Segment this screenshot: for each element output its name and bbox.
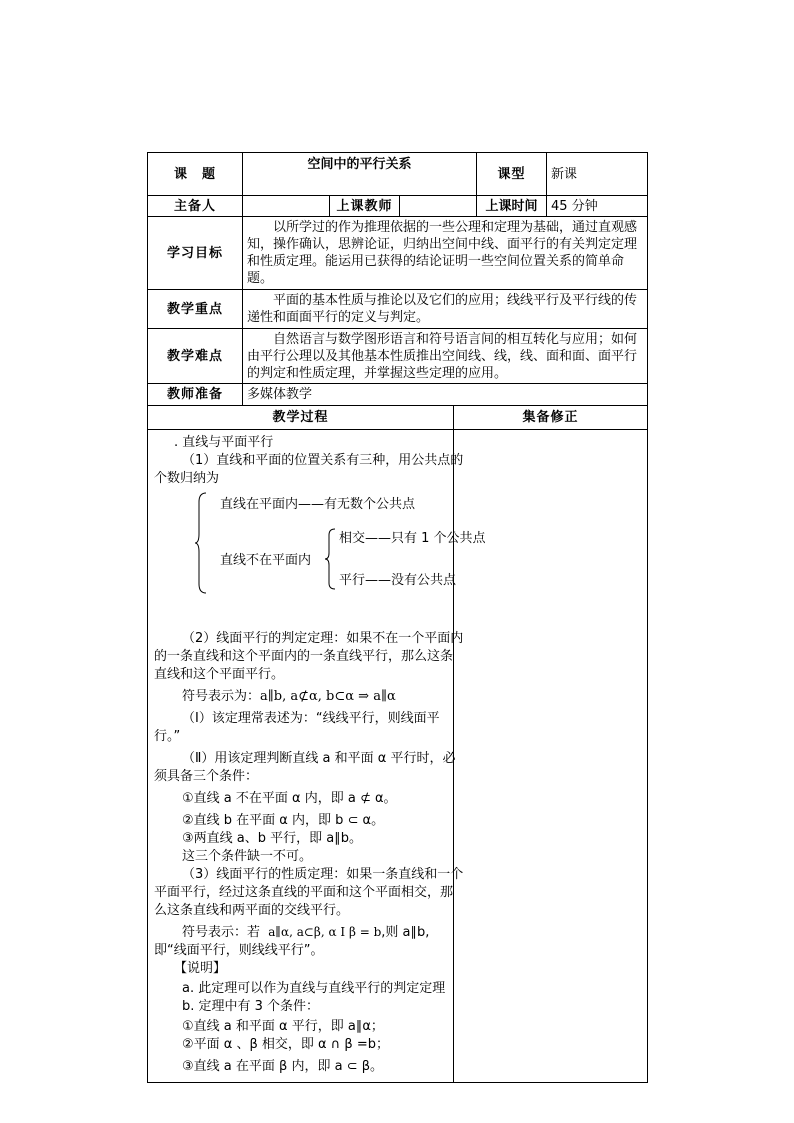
inner-brace-icon xyxy=(324,528,336,590)
process-header: 教学过程 xyxy=(148,406,454,430)
note-condition-3: ③直线 a 在平面 β 内，即 a ⊂ β。 xyxy=(182,1059,383,1074)
row-prep xyxy=(148,384,648,406)
process-line: 个数归纳为 xyxy=(154,471,220,486)
key-label: 教学重点 xyxy=(148,290,243,329)
prep-label: 教师准备 xyxy=(148,384,243,406)
classification-intersect: 相交——只有 1 个公共点 xyxy=(339,531,486,546)
difficult-text: 自然语言与数学图形语言和符号语言间的相互转化与应用；如何由平行公理以及其他基本性质推出空间线、线，线、面和面、面平行的判定和性质定理，并掌握这些定理的应用。 xyxy=(243,329,648,384)
section-heading: . 直线与平面平行 xyxy=(174,435,274,450)
classification-in-plane: 直线在平面内——有无数个公共点 xyxy=(220,497,416,512)
type-value: 新课 xyxy=(547,153,648,196)
topic-label: 课 题 xyxy=(148,153,243,196)
process-line: 行。” xyxy=(154,729,181,744)
note-line: b. 定理中有 3 个条件： xyxy=(182,999,320,1014)
condition-2: ②直线 b 在平面 α 内，即 b ⊂ α。 xyxy=(182,813,385,828)
prep-value: 多媒体教学 xyxy=(243,384,648,406)
symbol-label: 符号表示：若 xyxy=(182,925,261,940)
process-line: 平面平行，经过这条直线的平面和这个平面相交，那 xyxy=(154,885,454,900)
row-preparer xyxy=(148,196,648,217)
note-condition-1: ①直线 a 和平面 α 平行，即 a∥α； xyxy=(182,1019,384,1034)
process-cell xyxy=(148,430,486,1083)
process-line: （2）线面平行的判定定理：如果不在一个平面内 xyxy=(182,631,464,646)
condition-3: ③两直线 a、b 平行，即 a∥b。 xyxy=(182,831,362,846)
left-brace-icon xyxy=(194,492,208,594)
time-label: 上课时间 xyxy=(477,196,547,217)
formula-property: a∥α, a⊂β, α I β = b xyxy=(268,925,382,939)
process-line: 即“线面平行，则线线平行”。 xyxy=(154,943,324,958)
process-line: 么这条直线和两平面的交线平行。 xyxy=(154,903,350,918)
row-goal xyxy=(148,217,648,290)
row-section-headers xyxy=(148,406,648,430)
formula-judgement: a∥b, a⊄α, b⊂α ⇒ a∥α xyxy=(260,689,396,704)
preparer-value xyxy=(243,196,330,217)
row-topic xyxy=(148,153,648,196)
formula-conclusion: ,则 a∥b, xyxy=(381,925,430,940)
process-content xyxy=(148,430,486,1082)
process-line: 直线和这个平面平行。 xyxy=(154,667,285,682)
note-heading: 【说明】 xyxy=(174,961,227,976)
teacher-value xyxy=(400,196,477,217)
row-difficult xyxy=(148,329,648,384)
topic-value: 空间中的平行关系 xyxy=(243,153,477,196)
row-process xyxy=(148,430,648,1083)
revision-cell xyxy=(454,430,648,1083)
process-line: （3）线面平行的性质定理：如果一条直线和一个 xyxy=(182,867,464,882)
symbol-label: 符号表示为： xyxy=(182,689,261,704)
time-value: 45 分钟 xyxy=(547,196,648,217)
process-line: （Ⅱ）用该定理判断直线 a 和平面 α 平行时，必 xyxy=(182,751,456,766)
classification-parallel: 平行——没有公共点 xyxy=(339,573,457,588)
type-label: 课型 xyxy=(477,153,547,196)
goal-label: 学习目标 xyxy=(148,217,243,290)
note-line: a. 此定理可以作为直线与直线平行的判定定理 xyxy=(182,981,446,996)
note-condition-2: ②平面 α 、β 相交，即 α ∩ β =b； xyxy=(182,1037,389,1052)
row-key xyxy=(148,290,648,329)
lesson-plan-table xyxy=(147,152,648,1083)
difficult-label: 教学难点 xyxy=(148,329,243,384)
teacher-label: 上课教师 xyxy=(330,196,400,217)
process-line: 这三个条件缺一不可。 xyxy=(182,849,313,864)
revision-header: 集备修正 xyxy=(454,406,648,430)
goal-text: 以所学过的作为推理依据的一些公理和定理为基础，通过直观感知，操作确认，思辨论证，归纳出空间中线、面平行的有关判定定理和性质定理。能运用已获得的结论证明一些空间位置关系的简单命题。 xyxy=(243,217,648,290)
process-line: （1）直线和平面的位置关系有三种，用公共点的 xyxy=(182,453,464,468)
condition-1: ①直线 a 不在平面 α 内，即 a ⊄ α。 xyxy=(182,791,397,806)
process-line: （Ⅰ）该定理常表述为：“线线平行，则线面平 xyxy=(182,711,440,726)
process-line xyxy=(182,688,396,705)
process-line: 的一条直线和这个平面内的一条直线平行，那么这条 xyxy=(154,649,454,664)
preparer-label: 主备人 xyxy=(148,196,243,217)
key-text: 平面的基本性质与推论以及它们的应用；线线平行及平行线的传递性和面面平行的定义与判定。 xyxy=(243,290,648,329)
classification-not-in-plane: 直线不在平面内 xyxy=(220,553,312,568)
process-line xyxy=(182,924,429,941)
process-line: 须具备三个条件： xyxy=(154,769,259,784)
